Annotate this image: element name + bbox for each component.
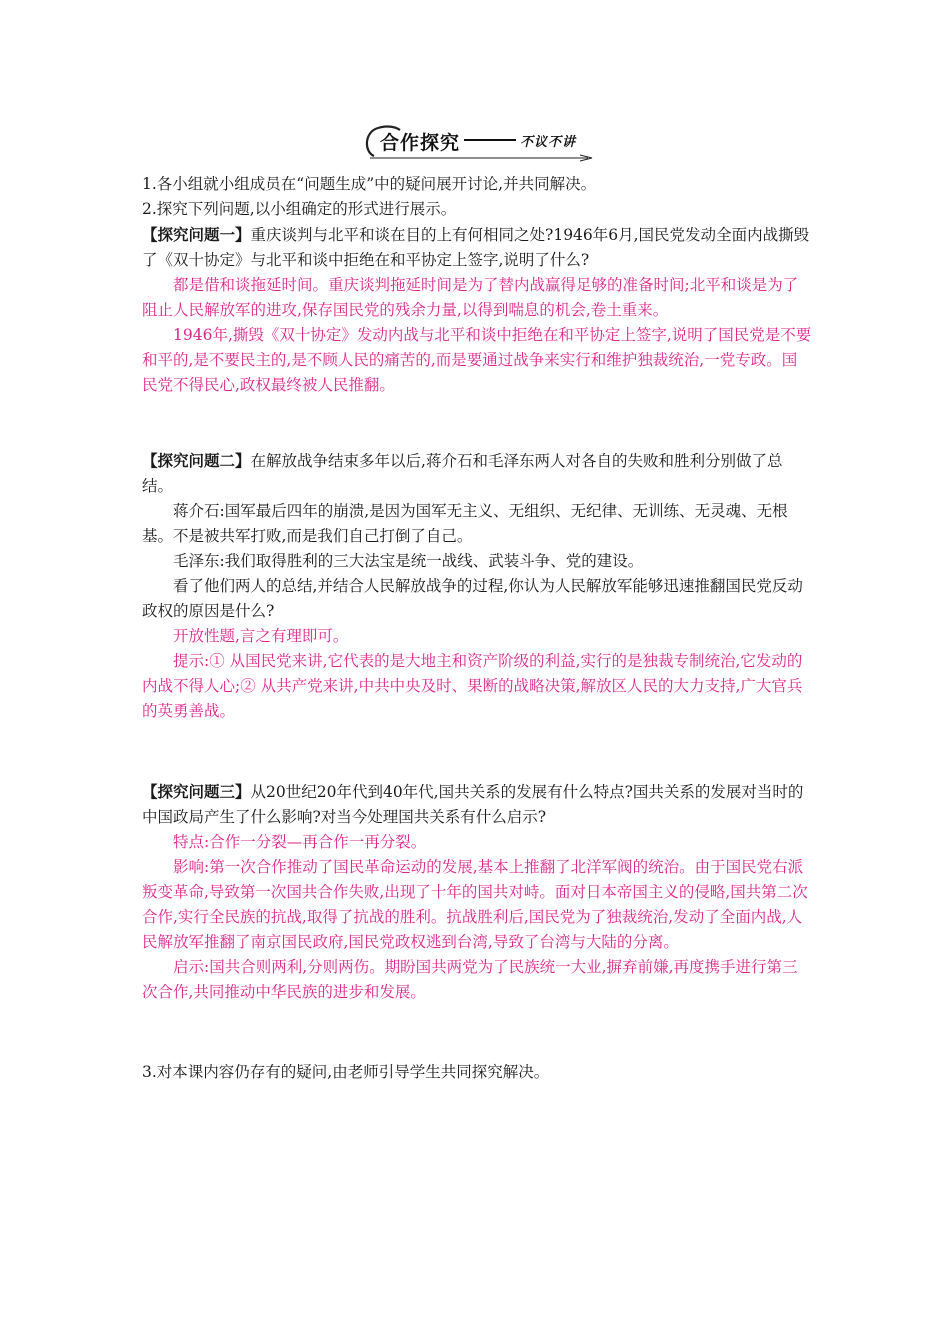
- question-1: [142, 222, 812, 273]
- header-title: 合作探究: [380, 132, 461, 154]
- question-2: [142, 448, 812, 499]
- spacer: [142, 724, 812, 779]
- question-2-text: 在解放战争结束多年以后,蒋介石和毛泽东两人对各自的失败和胜利分别做了总结。: [142, 452, 783, 495]
- question-1-label: 【探究问题一】: [142, 225, 251, 244]
- question-2-answer-2: 提示:① 从国民党来讲,它代表的是大地主和资产阶级的利益,实行的是独裁专制统治,它发动的内战不得人心;② 从共产党来讲,中共中央及时、果断的战略决策,解放区人民的大力支持,广大官兵的英勇善战。: [142, 652, 803, 720]
- item-3: 3.对本课内容仍存有的疑问,由老师引导学生共同探究解决。: [142, 1063, 550, 1081]
- section-header: [360, 122, 600, 162]
- question-2-question: 看了他们两人的总结,并结合人民解放战争的过程,你认为人民解放军能够迅速推翻国民党反动政权的原因是什么?: [142, 577, 803, 620]
- question-3-answer-2: 影响:第一次合作推动了国民革命运动的发展,基本上推翻了北洋军阀的统治。由于国民党右派叛变革命,导致第一次国共合作失败,出现了十年的国共对峙。面对日本帝国主义的侵略,国共第二次合作,实行全民族的抗战,取得了抗战的胜利。抗战胜利后,国民党为了独裁统治,发动了全面内战,人民解放军推翻了南京国民政府,国民党政权逃到台湾,导致了台湾与大陆的分离。: [142, 858, 808, 951]
- question-1-text: 重庆谈判与北平和谈在目的上有何相同之处?1946年6月,国民党发动全面内战撕毁了《双十协定》与北平和谈中拒绝在和平协定上签字,说明了什么?: [142, 226, 810, 269]
- item-1: 1.各小组就小组成员在“问题生成”中的疑问展开讨论,并共同解决。: [142, 175, 597, 193]
- item-2: 2.探究下列问题,以小组确定的形式进行展示。: [142, 200, 457, 218]
- question-3-label: 【探究问题三】: [142, 782, 251, 801]
- question-1-answer-1: 都是借和谈拖延时间。重庆谈判拖延时间是为了替内战赢得足够的准备时间;北平和谈是为了阻止人民解放军的进攻,保存国民党的残余力量,以得到喘息的机会,卷土重来。: [142, 276, 799, 319]
- spacer: [142, 1005, 812, 1060]
- question-2-quote-1: 蒋介石:国军最后四年的崩溃,是因为国军无主义、无组织、无纪律、无训练、无灵魂、无根基。不是被共军打败,而是我们自己打倒了自己。: [142, 502, 788, 545]
- header-dash: [464, 139, 516, 141]
- question-1-answer-2: 1946年,撕毁《双十协定》发动内战与北平和谈中拒绝在和平协定上签字,说明了国民党是不要和平的,是不要民主的,是不顾人民的痛苦的,而是要通过战争来实行和维护独裁统治,一党专政。国民党不得民心,政权最终被人民推翻。: [142, 326, 812, 394]
- question-3-answer-3: 启示:国共合则两利,分则两伤。期盼国共两党为了民族统一大业,摒弃前嫌,再度携手进行第三次合作,共同推动中华民族的进步和发展。: [142, 958, 798, 1001]
- question-2-quote-2: 毛泽东:我们取得胜利的三大法宝是统一战线、武装斗争、党的建设。: [173, 552, 644, 570]
- question-3-text: 从20世纪20年代到40年代,国共关系的发展有什么特点?国共关系的发展对当时的中国政局产生了什么影响?对当今处理国共关系有什么启示?: [142, 783, 804, 826]
- content-body: [142, 172, 812, 1085]
- header-subtitle: 不议不讲: [520, 135, 577, 150]
- question-3-answer-1: 特点:合作一分裂—再合作一再分裂。: [173, 833, 427, 851]
- spacer: [142, 398, 812, 448]
- question-2-label: 【探究问题二】: [142, 451, 251, 470]
- question-3: [142, 779, 812, 830]
- question-2-answer-1: 开放性题,言之有理即可。: [173, 627, 349, 645]
